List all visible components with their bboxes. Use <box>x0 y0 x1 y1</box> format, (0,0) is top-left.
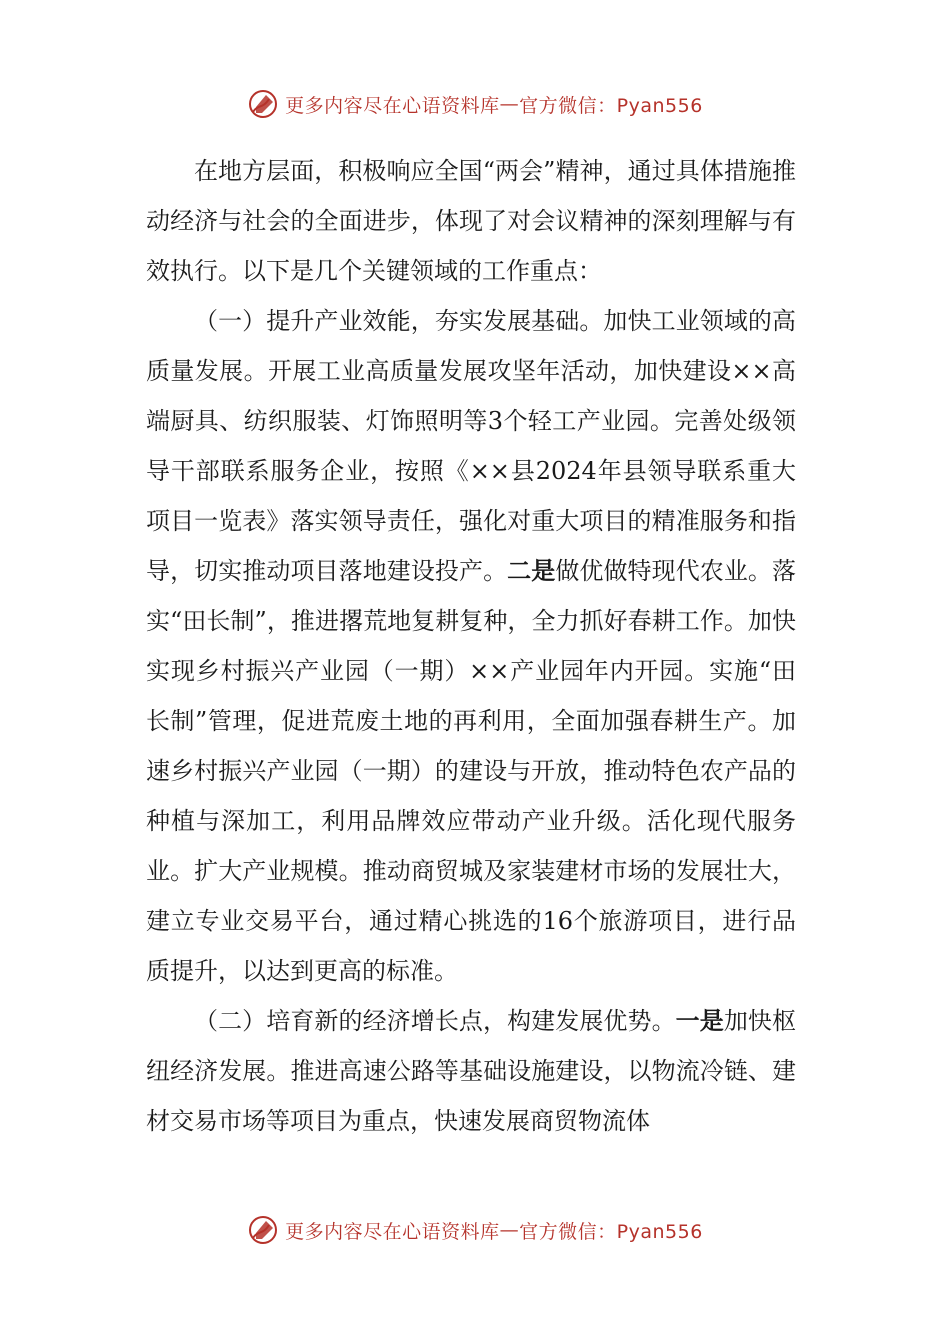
watermark-lead: 更多内容尽在心语资料库 <box>285 94 500 117</box>
text-run: （一）提升产业效能，夯实发展基础。加快工业领域的高质量发展。开展工业高质量发展攻坚年活动，加快建设××高端厨具、纺织服装、灯饰照明等3个轻工产业园。完善处级领导干部联系服务企业，按照《××县2024年县领导联系重大项目一览表》落实领导责任，强化对重大项目的精准服务和指导，切实推动项目落地建设投产。 <box>146 307 796 585</box>
paragraph-section-two <box>146 996 796 1146</box>
document-body <box>146 146 796 1146</box>
watermark-dash: — <box>499 1219 520 1241</box>
text-run: 做优做特现代农业。落实“田长制”，推进撂荒地复耕复种，全力抓好春耕工作。加快实现乡村振兴产业园（一期）××产业园年内开园。实施“田长制”管理，促进荒废土地的再利用，全面加强春耕生产。加速乡村振兴产业园（一期）的建设与开放，推动特色农产品的种植与深加工，利用品牌效应带动产业升级。活化现代服务业。扩大产业规模。推动商贸城及家装建材市场的发展壮大，建立专业交易平台，通过精心挑选的16个旅游项目，进行品质提升，以达到更高的标准。 <box>146 557 797 985</box>
text-run: 加快枢纽经济发展。推进高速公路等基础设施建设，以物流冷链、建材交易市场等项目为重点，快速发展商贸物流体 <box>146 1007 797 1135</box>
watermark-header <box>0 84 950 124</box>
text-run: （二）培育新的经济增长点，构建发展优势。 <box>194 1007 676 1035</box>
paragraph-intro <box>146 146 796 296</box>
bold-marker: 二是 <box>507 556 556 585</box>
pen-signature-icon <box>247 1214 279 1246</box>
bold-marker: 一是 <box>675 1006 724 1035</box>
watermark-dash: — <box>499 93 520 115</box>
text-run: 在地方层面，积极响应全国“两会”精神，通过具体措施推动经济与社会的全面进步，体现了对会议精神的深刻理解与有效执行。以下是几个关键领域的工作重点： <box>146 157 796 285</box>
watermark-footer <box>0 1210 950 1250</box>
watermark-wechat: 官方微信：Pyan556 <box>519 1220 703 1243</box>
pen-signature-icon <box>247 88 279 120</box>
watermark-wechat: 官方微信：Pyan556 <box>519 94 703 117</box>
watermark-lead: 更多内容尽在心语资料库 <box>285 1220 500 1243</box>
paragraph-section-one <box>146 296 796 996</box>
